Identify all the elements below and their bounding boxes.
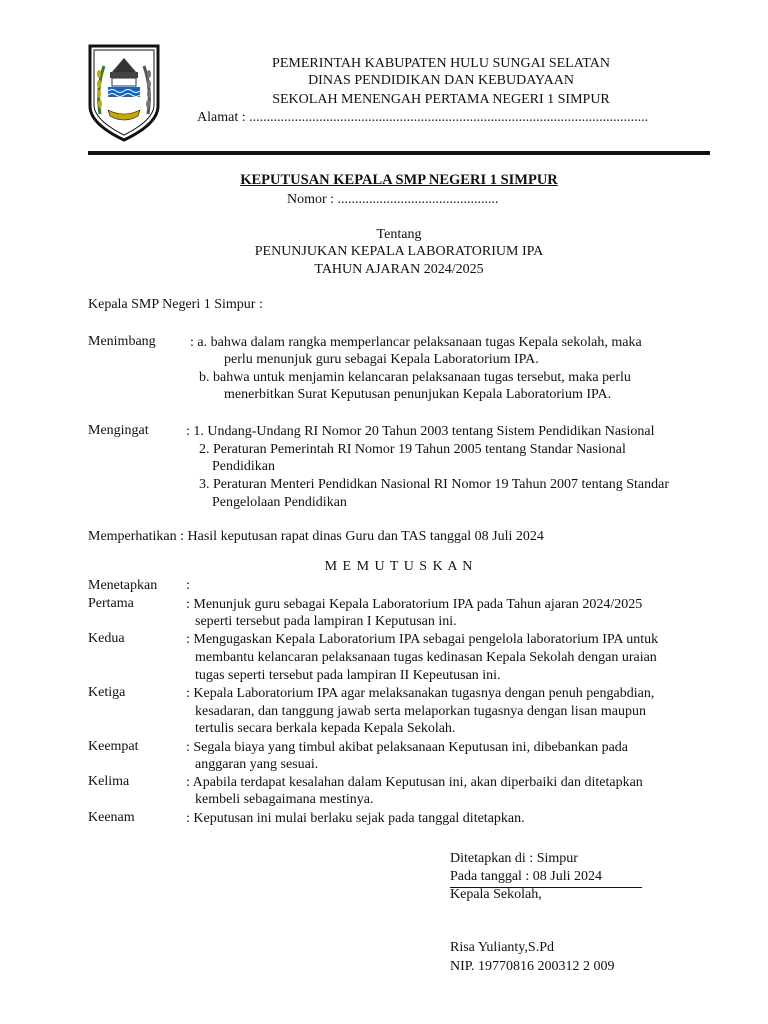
keenam-label: Keenam	[88, 810, 135, 825]
school-emblem-logo	[88, 44, 160, 142]
signature-position: Kepala Sekolah,	[450, 887, 542, 902]
letterhead-line-2: DINAS PENDIDIKAN DAN KEBUDAYAAN	[308, 73, 574, 88]
kelima-label: Kelima	[88, 774, 130, 789]
letterhead-address: Alamat : ..................................................................................................................	[197, 110, 649, 125]
kedua-label: Kedua	[88, 631, 125, 646]
signatory-nip: NIP. 19770816 200312 2 009	[450, 959, 615, 974]
letterhead-line-3: SEKOLAH MENENGAH PERTAMA NEGERI 1 SIMPUR	[272, 92, 610, 107]
kelima-line-2: kembeli sebagaimana mestinya.	[195, 792, 374, 807]
kedua-line-1: : Mengugaskan Kepala Laboratorium IPA sebagai pengelola laboratorium IPA untuk	[186, 632, 659, 647]
decree-subject: PENUNJUKAN KEPALA LABORATORIUM IPA	[254, 244, 544, 259]
menimbang-b-line-2: menerbitkan Surat Keputusan penunjukan Kepala Laboratorium IPA.	[224, 387, 612, 402]
mengingat-item-3-line-1: 3. Peraturan Menteri Pendidkan Nasional RI Nomor 19 Tahun 2007 tentang Standar	[199, 477, 669, 492]
mengingat-item-2-line-1: 2. Peraturan Pemerintah RI Nomor 19 Tahun 2005 tentang Standar Nasional	[199, 442, 626, 457]
letterhead-line-1: PEMERINTAH KABUPATEN HULU SUNGAI SELATAN	[272, 56, 610, 71]
ketiga-line-1: : Kepala Laboratorium IPA agar melaksanakan tugasnya dengan penuh pengabdian,	[186, 686, 655, 701]
menimbang-b-line-1: b. bahwa untuk menjamin kelancaran pelaksanaan tugas tersebut, maka perlu	[199, 370, 631, 385]
menimbang-label: Menimbang	[88, 334, 156, 349]
ketiga-line-3: tertulis secara berkala kepada Kepala Sekolah.	[195, 721, 456, 736]
menetapkan-label: Menetapkan	[88, 578, 158, 593]
letterhead-divider	[88, 151, 710, 155]
ketiga-label: Ketiga	[88, 685, 126, 700]
keenam-line-1: : Keputusan ini mulai berlaku sejak pada tanggal ditetapkan.	[186, 811, 525, 826]
ketiga-line-2: kesadaran, dan tanggung jawab serta melaporkan tugasnya dengan lisan maupun	[195, 704, 646, 719]
keempat-line-1: : Segala biaya yang timbul akibat pelaksanaan Keputusan ini, dibebankan pada	[186, 740, 629, 755]
signature-place: Ditetapkan di : Simpur	[450, 851, 578, 866]
mengingat-item-2-line-2: Pendidikan	[212, 459, 275, 474]
pertama-line-1: : Menunjuk guru sebagai Kepala Laboratorium IPA pada Tahun ajaran 2024/2025	[186, 597, 643, 612]
pertama-line-2: seperti tersebut pada lampiran I Keputusan ini.	[195, 614, 457, 629]
kedua-line-2: membantu kelancaran pelaksanaan tugas kedinasan Kepala Sekolah dengan uraian	[195, 650, 657, 665]
mengingat-item-1: : 1. Undang-Undang RI Nomor 20 Tahun 2003 tentang Sistem Pendidikan Nasional	[186, 424, 655, 439]
memutuskan-heading: M E M U T U S K A N	[324, 559, 474, 574]
menetapkan-colon: :	[186, 578, 190, 593]
keempat-line-2: anggaran yang sesuai.	[195, 757, 319, 772]
decree-year: TAHUN AJARAN 2024/2025	[314, 262, 484, 277]
menimbang-a-line-2: perlu menunjuk guru sebagai Kepala Laboratorium IPA.	[224, 352, 539, 367]
memperhatikan-text: Memperhatikan : Hasil keputusan rapat dinas Guru dan TAS tanggal 08 Juli 2024	[88, 529, 544, 544]
kedua-line-3: tugas seperti tersebut pada lampiran II Kepeutusan ini.	[195, 668, 501, 683]
keempat-label: Keempat	[88, 739, 139, 754]
decree-heading: KEPUTUSAN KEPALA SMP NEGERI 1 SIMPUR	[240, 172, 558, 188]
signature-date: Pada tanggal : 08 Juli 2024	[450, 869, 603, 884]
tentang-label: Tentang	[376, 227, 422, 242]
menimbang-a-line-1: : a. bahwa dalam rangka memperlancar pelaksanaan tugas Kepala sekolah, maka	[190, 335, 642, 350]
intro-text: Kepala SMP Negeri 1 Simpur :	[88, 297, 263, 312]
pertama-label: Pertama	[88, 596, 134, 611]
signatory-name: Risa Yulianty,S.Pd	[450, 940, 554, 955]
mengingat-label: Mengingat	[88, 423, 149, 438]
kelima-line-1: : Apabila terdapat kesalahan dalam Keputusan ini, akan diperbaiki dan ditetapkan	[186, 775, 643, 790]
mengingat-item-3-line-2: Pengelolaan Pendidikan	[212, 495, 347, 510]
decree-number: Nomor : ..............................................	[287, 192, 499, 207]
